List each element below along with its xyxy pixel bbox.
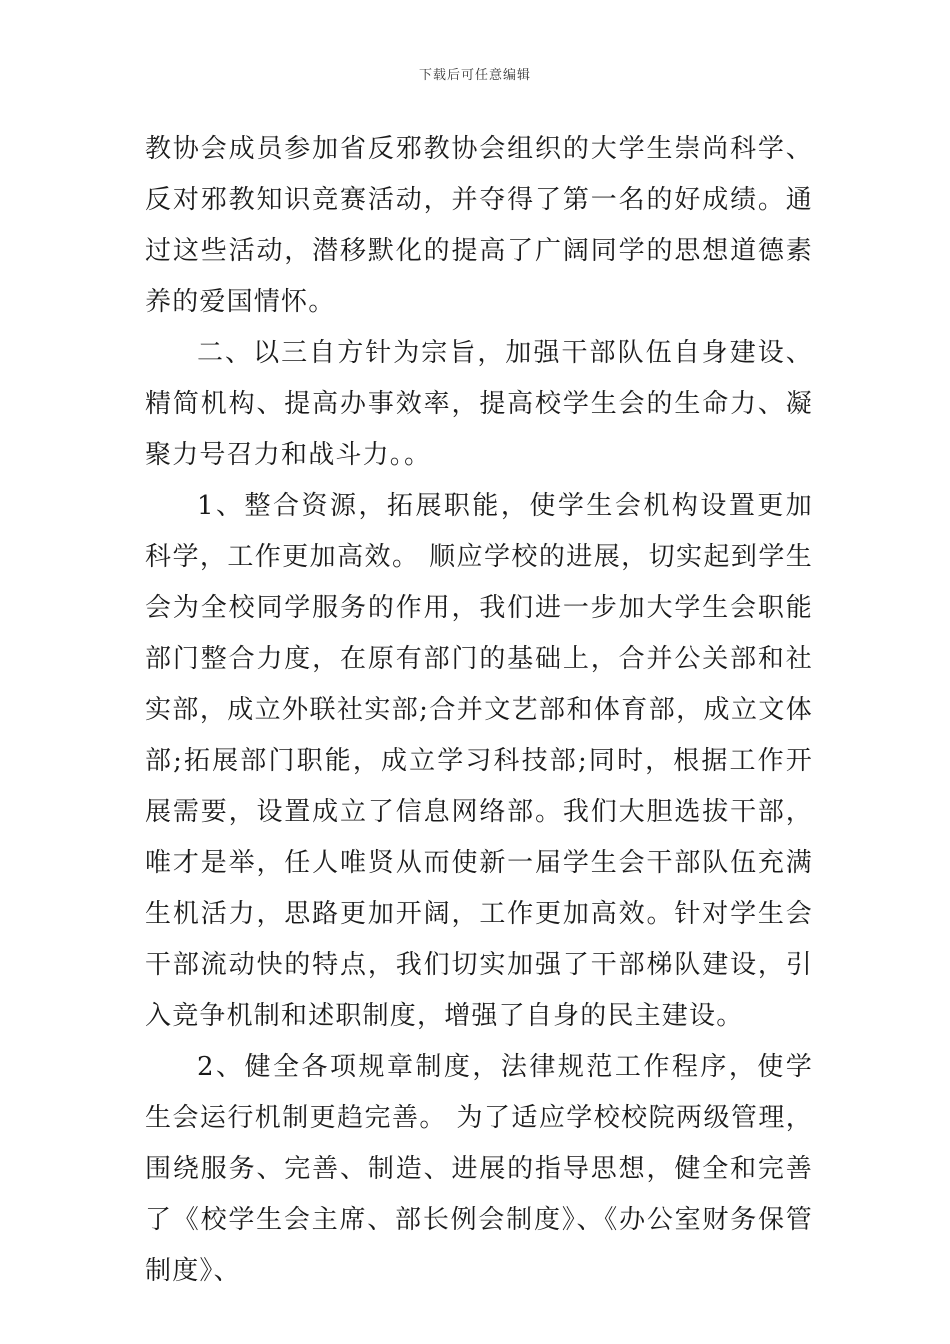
paragraph-3: 1、整合资源，拓展职能，使学生会机构设置更加科学，工作更加高效。 顺应学校的进展，切实起到学生会为全校同学服务的作用，我们进一步加大学生会职能部门整合力度，在原有部门的基础上，合并公关部和社实部，成立外联社实部;合并文艺部和体育部，成立文体部;拓展部门职能，成立学习科技部;同时，根据工作开展需要，设置成立了信息网络部。我们大胆选拔干部，唯才是举，任人唯贤从而使新一届学生会干部队伍充满生机活力，思路更加开阔，工作更加高效。针对学生会干部流动快的特点，我们切实加强了干部梯队建设，引入竞争机制和述职制度，增强了自身的民主建设。 — [145, 491, 813, 1031]
paragraph-4: 2、健全各项规章制度，法律规范工作程序，使学生会运行机制更趋完善。 为了适应学校校院两级管理，围绕服务、完善、制造、进展的指导思想，健全和完善了《校学生会主席、部长例会制度》、《办公室财务保管制度》、 — [145, 1052, 813, 1286]
paragraph-1: 教协会成员参加省反邪教协会组织的大学生崇尚科学、反对邪教知识竞赛活动，并夺得了第一名的好成绩。通过这些活动，潜移默化的提高了广阔同学的思想道德素养的爱国情怀。 — [145, 134, 813, 317]
paragraph-2: 二、以三自方针为宗旨，加强干部队伍自身建设、精简机构、提高办事效率，提高校学生会的生命力、凝聚力号召力和战斗力。。 — [145, 338, 813, 470]
document-body — [145, 124, 813, 1297]
header-note: 下载后可任意编辑 — [418, 68, 531, 83]
